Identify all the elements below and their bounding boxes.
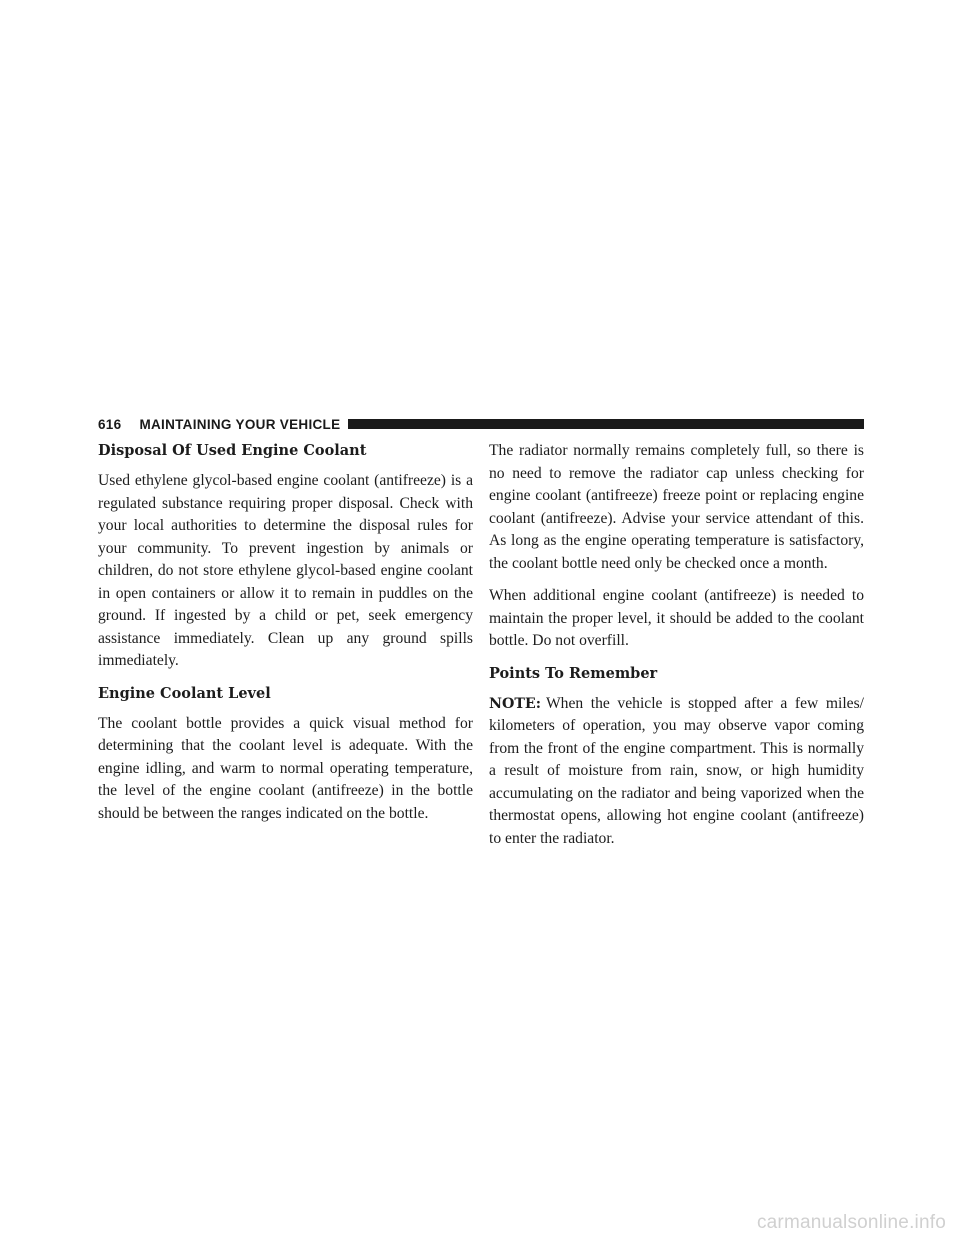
radiator-paragraph: The radiator normally remains completely full, so there is no need to remove the radiator cap unless checking for engine coolant (antifreeze) freeze point or replacing engine coolant (antifreeze). Advise your service attendant of this. As long as the engine operating temperature is satisfactory, the coolant bottle need only be checked once a month.: [489, 442, 864, 572]
disposal-heading: Disposal Of Used Engine Coolant: [98, 442, 367, 459]
left-column: [98, 440, 473, 835]
section-title: MAINTAINING YOUR VEHICLE: [139, 416, 341, 432]
note-label: NOTE:: [489, 695, 541, 712]
note-body: When the vehicle is stopped after a few miles/ kilometers of operation, you may observe vapor coming from the front of the engine compartment. This is normally a result of moisture from rain, snow, or high humidity accumulating on the radiator and being vaporized when the thermostat opens, allowing hot engine coolant (antifreeze) to enter the radiator.: [489, 694, 864, 847]
disposal-paragraph: Used ethylene glycol-based engine coolant (antifreeze) is a regulated substance requiring proper disposal. Check with your local authorities to determine the disposal rules for your community. To prevent ingestion by animals or children, do not store ethylene glycol-based engine coolant in open containers or allow it to remain in puddles on the ground. If ingested by a child or pet, seek emergency assistance immediately. Clean up any ground spills immediately.: [98, 472, 473, 669]
header-rule: [348, 419, 864, 429]
coolant-level-paragraph: The coolant bottle provides a quick visual method for determining that the coolant level is adequate. With the engine idling, and warm to normal operating temperature, the level of the engine coolant (antifreeze) in the bottle should be between the ranges indicated on the bottle.: [98, 714, 473, 822]
note-paragraph: [489, 693, 864, 851]
right-column: [489, 440, 864, 860]
watermark: carmanualsonline.info: [756, 1212, 946, 1233]
points-heading: Points To Remember: [489, 664, 658, 682]
page-header: [98, 416, 864, 432]
coolant-level-heading: Engine Coolant Level: [98, 684, 271, 702]
additional-coolant-paragraph: When additional engine coolant (antifreeze) is needed to maintain the proper level, it should be added to the coolant bottle. Do not overfill.: [489, 587, 864, 649]
page-number: 616: [98, 416, 122, 432]
